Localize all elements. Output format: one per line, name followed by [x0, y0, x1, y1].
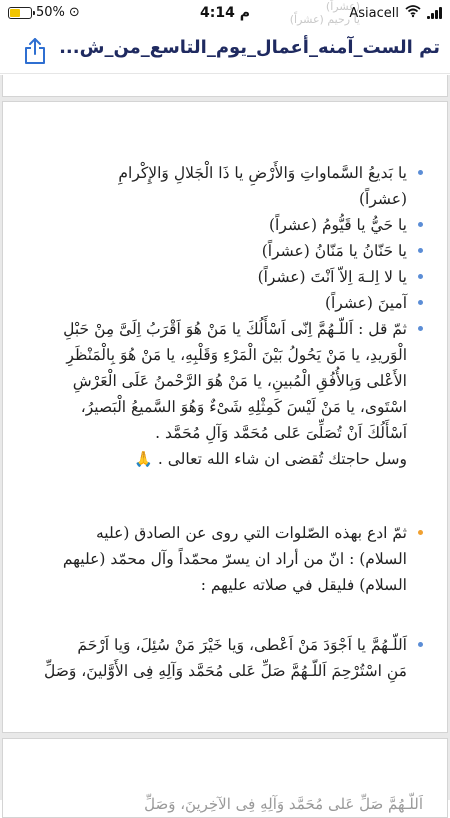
dua-line: يا حَيُّ يا قَيُّومُ (عشراً) — [268, 216, 407, 234]
next-page — [2, 738, 448, 818]
dua-line: يا لا اِلـهَ اِلاّ اَنْتَ (عشراً) — [257, 268, 407, 286]
dua-line: الْوَريدِ، يا مَنْ يَحُولُ بَيْنَ الْمَرْءِ وَقَلْبِهِ، يا مَنْ هُوَ بِالْمَنْظَرِ — [66, 346, 407, 364]
dua-line: يا بَديعُ السَّماواتِ وَالأَرْضِ يا ذَا الْجَلالِ وَالإِكْرامِ — [118, 164, 407, 182]
current-page — [2, 101, 448, 733]
section2-line-1: ثمّ ادع بهذه الصّلوات التي روى عن الصادق (عليه — [95, 524, 407, 542]
dua-item — [27, 264, 423, 290]
carrier-name: Asiacell — [349, 5, 399, 21]
share-icon — [23, 37, 47, 65]
ghost-text — [230, 0, 360, 26]
document-title: تم الست_آمنه_أعمال_يوم_التاسع_من_ش... — [59, 37, 440, 58]
closing-line — [27, 446, 423, 472]
dua-line: آمينَ (عشراً) — [324, 294, 407, 312]
section3-line-2: مَنِ اسْتُرْحِمَ اَللّـهُمَّ صَلِّ عَلى مُحَمَّد وَآلِهِ فِى الأَوَّلينَ، وَصَلِّ — [43, 662, 407, 680]
battery-percent: 50% — [36, 5, 65, 20]
status-time: 4:14 م — [200, 5, 250, 21]
section2-line-3: السلام) فليقل في صلاته عليهم : — [200, 576, 407, 594]
dua-item — [27, 212, 423, 238]
wifi-icon — [405, 5, 421, 21]
dua-line: (عشراً) — [358, 190, 407, 208]
dua-line: اسْتَوى، يا مَنْ لَيْسَ كَمِثْلِهِ شَىْءٌ وَهُوَ السَّميعُ الْبَصيرُ، — [80, 398, 407, 416]
next-page-fragment: اَللّـهُمَّ صَلِّ عَلى مُحَمَّد وَآلِهِ فِى الآخِرينَ، وَصَلِّ — [144, 795, 423, 813]
share-button[interactable] — [20, 35, 50, 67]
signal-icon — [427, 7, 442, 19]
dua-item — [27, 160, 423, 212]
dua-line: اَسْأَلُكَ اَنْ تُصَلِّىَ عَلى مُحَمَّد وَآلِ مُحَمَّد . — [155, 424, 407, 442]
bullet-blue — [418, 642, 423, 647]
praying-hands-icon: 🙏 — [134, 450, 153, 468]
ghost-line-2: يا رحيم (عشراً) — [289, 13, 360, 26]
bullet-blue — [418, 326, 423, 331]
section-instruction — [27, 520, 423, 598]
dua-list — [27, 160, 423, 446]
page-content — [27, 160, 423, 684]
previous-page — [2, 75, 448, 97]
rotation-lock-icon: ⊙ — [68, 5, 80, 20]
section-salawat — [27, 632, 423, 684]
closing-text: وسل حاجتك تُقضى ان شاء الله تعالى . — [157, 450, 407, 468]
status-right — [349, 5, 442, 21]
bullet-blue — [418, 300, 423, 305]
bullet-blue — [418, 248, 423, 253]
dua-item — [27, 316, 423, 446]
dua-item — [27, 238, 423, 264]
section3-line-1: اَللّـهُمَّ يا اَجْوَدَ مَنْ اَعْطى، وَيا خَيْرَ مَنْ سُئِلَ، وَيا اَرْحَمَ — [77, 636, 407, 654]
status-bar — [0, 0, 450, 28]
dua-line: يا حَنّانُ يا مَنّانُ (عشراً) — [261, 242, 407, 260]
document-viewer[interactable] — [0, 75, 450, 813]
section2-line-2: السلام) : انّ من أراد ان يسرّ محمّداً وآل محمّد (عليهم — [62, 550, 407, 568]
bullet-blue — [418, 274, 423, 279]
bullet-orange — [418, 530, 423, 535]
bullet-blue — [418, 222, 423, 227]
dua-line: ثمّ قل : اَللّـهُمَّ اِنّى اَسْأَلُكَ يا مَنْ هُوَ اَقْرَبُ اِلَىَّ مِنْ حَبْلِ — [63, 320, 407, 338]
dua-item — [27, 290, 423, 316]
dua-line: الأَعْلى وَبِالأُفُقِ الْمُبينِ، يا مَنْ هُوَ الرَّحْمنُ عَلَى الْعَرْشِ — [72, 372, 407, 390]
ghost-line-1: (عشراً) — [325, 0, 360, 13]
document-header — [0, 28, 450, 74]
bullet-blue — [418, 170, 423, 175]
